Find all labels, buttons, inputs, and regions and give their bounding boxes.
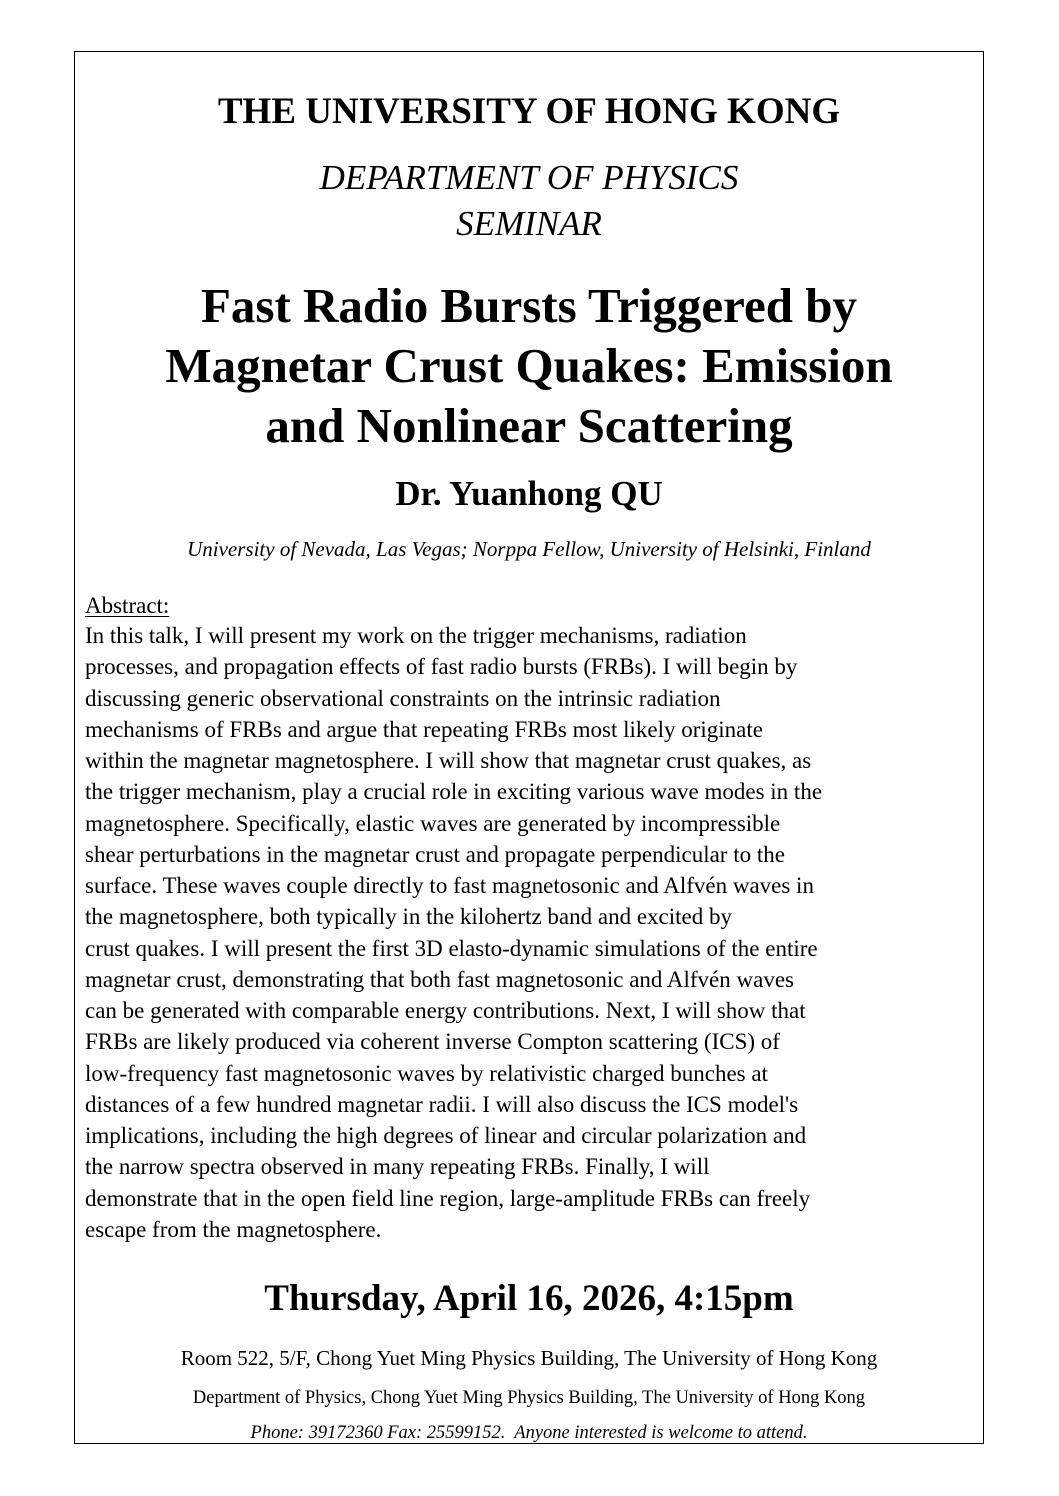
abstract-line: low-frequency fast magnetosonic waves by relativistic charged bunches at xyxy=(85,1060,768,1086)
abstract-heading: Abstract: xyxy=(85,593,170,618)
abstract-line: within the magnetar magnetosphere. I will show that magnetar crust quakes, as xyxy=(85,748,812,773)
abstract-line: the trigger mechanism, play a crucial role in exciting various wave modes in the xyxy=(85,779,823,805)
contact-info: Phone: 39172360 Fax: 25599152. Anyone interested is welcome to attend. xyxy=(250,1423,808,1443)
department-address: Department of Physics, Chong Yuet Ming Physics Building, The University of Hong Kong xyxy=(192,1388,866,1408)
speaker-affiliation: University of Nevada, Las Vegas; Norppa Fellow, University of Helsinki, Finland xyxy=(187,537,871,561)
abstract-line: crust quakes. I will present the first 3D elasto-dynamic simulations of the entire xyxy=(85,935,818,961)
abstract-line: magnetosphere. Specifically, elastic waves are generated by incompressible xyxy=(85,810,781,836)
abstract-line: processes, and propagation effects of fast radio bursts (FRBs). I will begin by xyxy=(85,654,798,680)
abstract-line: the magnetosphere, both typically in the kilohertz band and excited by xyxy=(85,904,732,930)
abstract-line: shear perturbations in the magnetar crust and propagate perpendicular to the xyxy=(85,841,785,867)
university-name: THE UNIVERSITY OF HONG KONG xyxy=(217,91,841,132)
talk-title-line: and Nonlinear Scattering xyxy=(265,398,793,453)
abstract-line: can be generated with comparable energy contributions. Next, I will show that xyxy=(85,998,806,1023)
abstract-line: magnetar crust, demonstrating that both fast magnetosonic and Alfvén waves xyxy=(85,966,794,992)
talk-title xyxy=(74,276,984,456)
event-type: SEMINAR xyxy=(456,204,602,243)
event-datetime: Thursday, April 16, 2026, 4:15pm xyxy=(264,1278,794,1319)
abstract-line: In this talk, I will present my work on the trigger mechanisms, radiation xyxy=(85,623,747,648)
abstract-line: demonstrate that in the open field line region, large-amplitude FRBs can freely xyxy=(85,1185,811,1211)
abstract-line: escape from the magnetosphere. xyxy=(85,1216,382,1242)
abstract-line: surface. These waves couple directly to fast magnetosonic and Alfvén waves in xyxy=(85,873,814,898)
abstract-line: mechanisms of FRBs and argue that repeating FRBs most likely originate xyxy=(85,716,763,742)
talk-title-line: Magnetar Crust Quakes: Emission xyxy=(165,338,893,393)
abstract-line: distances of a few hundred magnetar radii. I will also discuss the ICS model's xyxy=(85,1091,799,1117)
talk-title-line: Fast Radio Bursts Triggered by xyxy=(200,278,858,333)
department-name: DEPARTMENT OF PHYSICS xyxy=(319,158,739,197)
speaker-name: Dr. Yuanhong QU xyxy=(395,474,663,513)
event-venue: Room 522, 5/F, Chong Yuet Ming Physics Building, The University of Hong Kong xyxy=(180,1346,878,1370)
abstract-text xyxy=(85,620,975,1245)
abstract-line: discussing generic observational constraints on the intrinsic radiation xyxy=(85,685,721,711)
abstract-line: FRBs are likely produced via coherent inverse Compton scattering (ICS) of xyxy=(85,1029,780,1055)
abstract-line: the narrow spectra observed in many repeating FRBs. Finally, I will xyxy=(85,1154,710,1180)
abstract-line: implications, including the high degrees of linear and circular polarization and xyxy=(85,1123,807,1148)
